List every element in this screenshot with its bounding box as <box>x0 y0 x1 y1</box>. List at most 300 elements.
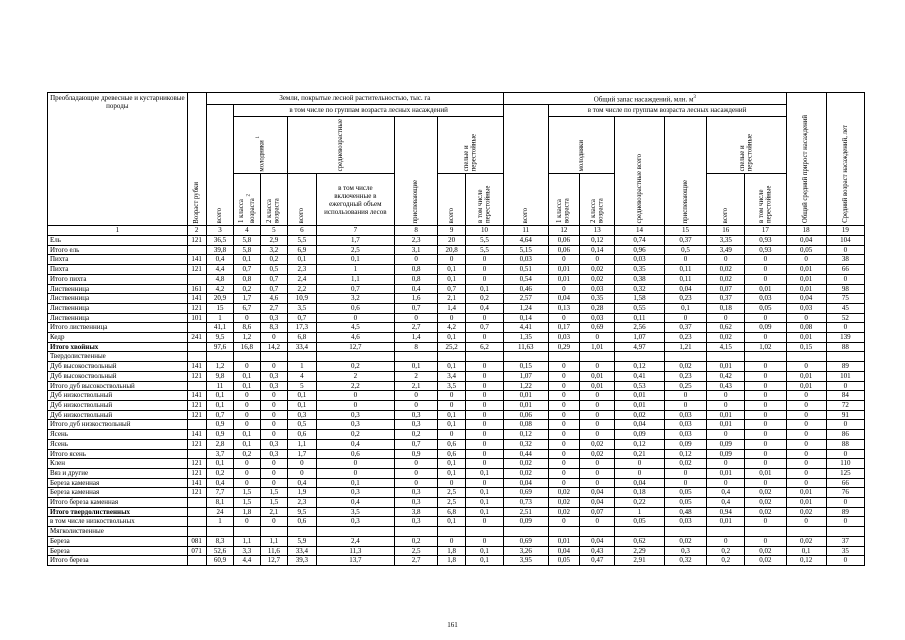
felling-age: 141 <box>187 255 206 265</box>
felling-age: 121 <box>187 439 206 449</box>
column-number: 5 <box>260 226 288 236</box>
table-cell <box>615 352 665 362</box>
table-cell: 0 <box>394 401 437 411</box>
table-cell: 0 <box>260 410 288 420</box>
table-cell: 2,5 <box>438 488 466 498</box>
table-cell: 104 <box>826 236 864 246</box>
table-cell: 0,43 <box>580 546 615 556</box>
table-cell: 3,5 <box>288 303 317 313</box>
table-cell: 0,1 <box>465 284 503 294</box>
table-cell: 1,1 <box>316 274 394 284</box>
table-cell: 0 <box>745 255 786 265</box>
table-cell: 0,3 <box>316 420 394 430</box>
species-name: Кедр <box>48 333 188 343</box>
table-cell: 0,01 <box>786 488 826 498</box>
table-cell: 0 <box>394 468 437 478</box>
table-cell <box>260 352 288 362</box>
table-cell: 0,93 <box>745 236 786 246</box>
table-cell: 0 <box>465 410 503 420</box>
table-cell: 89 <box>826 507 864 517</box>
table-cell: 0,2 <box>206 468 234 478</box>
table-cell: 0,93 <box>745 245 786 255</box>
table-cell: 0,02 <box>580 265 615 275</box>
table-cell: 1,4 <box>394 333 437 343</box>
table-row <box>48 517 865 527</box>
table-cell: 0,3 <box>394 410 437 420</box>
table-cell: 0,04 <box>580 488 615 498</box>
table-cell: 0,09 <box>504 517 548 527</box>
forest-fund-table-page <box>47 92 865 566</box>
table-cell: 0 <box>786 313 826 323</box>
table-cell: 0,4 <box>707 498 745 508</box>
table-cell: 0,69 <box>504 536 548 546</box>
table-cell: 0,46 <box>504 284 548 294</box>
table-cell: 0,1 <box>465 556 503 566</box>
felling-age: 141 <box>187 430 206 440</box>
table-cell: 0 <box>707 478 745 488</box>
table-cell: 0,09 <box>664 439 706 449</box>
table-cell: 0,25 <box>664 381 706 391</box>
table-cell: 1,9 <box>288 488 317 498</box>
table-cell: 0 <box>615 459 665 469</box>
felling-age: 081 <box>187 536 206 546</box>
table-cell <box>745 352 786 362</box>
table-cell: 0,3 <box>316 517 394 527</box>
table-cell: 0,1 <box>206 391 234 401</box>
table-cell: 0,05 <box>786 245 826 255</box>
table-cell: 12,7 <box>316 342 394 352</box>
table-cell: 0,01 <box>707 517 745 527</box>
table-cell: 4,8 <box>206 274 234 284</box>
table-cell: 0 <box>786 430 826 440</box>
table-cell: 0,9 <box>206 420 234 430</box>
table-cell: 0 <box>316 459 394 469</box>
table-cell: 2,3 <box>394 236 437 246</box>
species-name: Итого береза <box>48 556 188 566</box>
table-cell: 60,9 <box>206 556 234 566</box>
table-row <box>48 255 865 265</box>
species-name: Клен <box>48 459 188 469</box>
mid-aged-header: средневозрастные <box>288 117 395 174</box>
table-cell: 0,42 <box>707 371 745 381</box>
table-cell: 4,6 <box>260 294 288 304</box>
table-cell: 0,02 <box>548 488 580 498</box>
table-row <box>48 459 865 469</box>
table-cell: 0,04 <box>615 420 665 430</box>
table-cell: 0,4 <box>206 255 234 265</box>
table-cell: 98 <box>826 284 864 294</box>
table-cell <box>206 352 234 362</box>
table-cell: 0,1 <box>438 410 466 420</box>
table-cell: 0,28 <box>580 303 615 313</box>
column-number: 11 <box>504 226 548 236</box>
table-cell: 0 <box>548 255 580 265</box>
table-cell: 3,49 <box>707 245 745 255</box>
table-cell: 2 <box>316 371 394 381</box>
felling-age <box>187 274 206 284</box>
table-cell: 0 <box>580 401 615 411</box>
felling-age <box>187 342 206 352</box>
table-cell: 0,2 <box>316 430 394 440</box>
table-cell: 0 <box>664 313 706 323</box>
table-cell <box>745 527 786 537</box>
table-cell: 0 <box>260 401 288 411</box>
table-cell: 0 <box>438 401 466 411</box>
table-cell: 0 <box>438 478 466 488</box>
table-cell: 1 <box>206 517 234 527</box>
table-cell: 0 <box>580 517 615 527</box>
table-cell: 0 <box>465 371 503 381</box>
stock-class1-header: 1 класса возраста <box>548 174 580 226</box>
table-cell: 0,5 <box>288 420 317 430</box>
table-cell <box>504 527 548 537</box>
table-cell: 0,01 <box>786 371 826 381</box>
felling-age-header: Возраст рубки <box>187 93 206 226</box>
table-cell: 0,35 <box>615 265 665 275</box>
table-cell: 0 <box>465 449 503 459</box>
table-cell: 0,17 <box>548 323 580 333</box>
table-cell: 0 <box>548 517 580 527</box>
table-cell: 20 <box>438 236 466 246</box>
species-name: Итого дуб высокоствольный <box>48 381 188 391</box>
table-cell: 0 <box>786 401 826 411</box>
table-cell: 0,43 <box>707 381 745 391</box>
table-cell: 0,02 <box>504 468 548 478</box>
table-cell: 0 <box>548 468 580 478</box>
table-cell <box>394 352 437 362</box>
table-cell: 0,13 <box>548 303 580 313</box>
table-cell: 5,8 <box>234 236 260 246</box>
table-cell: 0 <box>394 391 437 401</box>
table-cell: 0,12 <box>504 430 548 440</box>
table-cell: 97,6 <box>206 342 234 352</box>
table-cell: 1,2 <box>234 333 260 343</box>
table-cell: 0,4 <box>465 303 503 313</box>
table-cell: 4,6 <box>316 333 394 343</box>
table-cell: 0,74 <box>615 236 665 246</box>
table-cell: 2,5 <box>394 546 437 556</box>
table-cell: 89 <box>826 362 864 372</box>
table-cell: 0,05 <box>664 488 706 498</box>
stock-mature-total-header: всего <box>707 174 745 226</box>
table-cell: 0 <box>826 517 864 527</box>
table-cell: 0,01 <box>786 333 826 343</box>
table-cell: 0 <box>260 391 288 401</box>
species-name: Лиственница <box>48 303 188 313</box>
table-cell: 0 <box>316 401 394 411</box>
table-cell: 0 <box>234 313 260 323</box>
table-cell: 0 <box>745 430 786 440</box>
table-cell: 0,03 <box>615 255 665 265</box>
table-cell: 88 <box>826 342 864 352</box>
felling-age <box>187 381 206 391</box>
table-cell: 0,4 <box>288 478 317 488</box>
table-cell: 0 <box>465 430 503 440</box>
table-cell: 15 <box>206 303 234 313</box>
species-header: Преобладающие древесные и кустарниковые породы <box>48 93 188 226</box>
table-cell: 0 <box>786 362 826 372</box>
table-cell: 1,1 <box>288 439 317 449</box>
table-cell: 0,14 <box>504 313 548 323</box>
table-cell <box>206 527 234 537</box>
table-cell <box>548 527 580 537</box>
table-cell: 0,1 <box>438 468 466 478</box>
felling-age: 141 <box>187 294 206 304</box>
table-cell: 0,02 <box>707 265 745 275</box>
table-cell: 0 <box>548 313 580 323</box>
stock-groups-header: в том числе по группам возраста лесных насаждений <box>548 105 786 117</box>
table-cell: 0,1 <box>465 468 503 478</box>
table-cell: 0,1 <box>288 255 317 265</box>
table-cell: 1,5 <box>260 488 288 498</box>
table-cell: 0 <box>260 430 288 440</box>
table-row <box>48 507 865 517</box>
table-cell: 4,4 <box>206 265 234 275</box>
table-cell: 0,02 <box>707 333 745 343</box>
table-cell: 0,22 <box>615 498 665 508</box>
table-row <box>48 245 865 255</box>
table-cell: 0,55 <box>615 303 665 313</box>
table-cell: 0,03 <box>664 517 706 527</box>
table-cell: 0,96 <box>615 245 665 255</box>
table-cell: 0,15 <box>504 362 548 372</box>
mature-total-header: всего <box>438 174 466 226</box>
table-cell: 0 <box>260 517 288 527</box>
table-cell: 2,1 <box>438 294 466 304</box>
species-name: Береза каменная <box>48 478 188 488</box>
table-cell: 0,6 <box>288 517 317 527</box>
table-cell: 0 <box>664 478 706 488</box>
table-cell: 0 <box>234 410 260 420</box>
table-cell: 0,1 <box>465 507 503 517</box>
table-cell: 0,51 <box>504 265 548 275</box>
table-cell: 0 <box>465 401 503 411</box>
felling-age: 121 <box>187 303 206 313</box>
table-cell: 0 <box>786 478 826 488</box>
table-cell: 9,8 <box>206 371 234 381</box>
table-cell: 2,5 <box>316 245 394 255</box>
table-cell: 0,11 <box>664 265 706 275</box>
species-name: Дуб низкоствольный <box>48 391 188 401</box>
table-cell: 17,3 <box>288 323 317 333</box>
table-cell: 66 <box>826 265 864 275</box>
table-cell: 1 <box>615 507 665 517</box>
table-cell: 2,8 <box>206 439 234 449</box>
table-cell: 0 <box>786 468 826 478</box>
table-cell: 8,1 <box>206 498 234 508</box>
table-cell: 0,02 <box>580 439 615 449</box>
table-cell: 0,1 <box>438 265 466 275</box>
table-cell: 0,9 <box>206 430 234 440</box>
table-cell <box>707 352 745 362</box>
table-cell: 1,07 <box>504 371 548 381</box>
table-cell: 0 <box>465 333 503 343</box>
table-cell <box>615 527 665 537</box>
table-cell: 0 <box>664 468 706 478</box>
table-cell: 1 <box>288 362 317 372</box>
table-cell: 1 <box>206 313 234 323</box>
table-row <box>48 381 865 391</box>
table-cell: 1,24 <box>504 303 548 313</box>
table-cell <box>580 352 615 362</box>
table-row <box>48 468 865 478</box>
table-row <box>48 546 865 556</box>
table-cell: 0,4 <box>394 284 437 294</box>
table-cell: 0 <box>234 468 260 478</box>
table-cell: 0 <box>260 459 288 469</box>
felling-age: 121 <box>187 236 206 246</box>
felling-age <box>187 498 206 508</box>
table-cell: 0,05 <box>664 498 706 508</box>
table-cell: 0,1 <box>438 274 466 284</box>
table-cell: 0 <box>745 478 786 488</box>
table-cell: 6,8 <box>288 333 317 343</box>
table-cell: 0 <box>465 362 503 372</box>
table-cell: 0,2 <box>316 362 394 372</box>
table-cell: 0,2 <box>394 430 437 440</box>
species-name: Ясень <box>48 439 188 449</box>
felling-age: 121 <box>187 459 206 469</box>
column-number: 1 <box>48 226 188 236</box>
table-cell: 0,12 <box>580 236 615 246</box>
column-number: 14 <box>615 226 665 236</box>
table-cell: 0,06 <box>504 410 548 420</box>
table-cell: 8,3 <box>206 536 234 546</box>
table-cell: 0 <box>826 245 864 255</box>
table-cell: 0,2 <box>707 556 745 566</box>
table-cell: 0,01 <box>707 420 745 430</box>
table-cell: 0,8 <box>234 274 260 284</box>
table-cell <box>580 527 615 537</box>
table-cell: 0,04 <box>615 478 665 488</box>
table-cell: 0 <box>745 362 786 372</box>
table-cell: 20,9 <box>206 294 234 304</box>
column-number: 19 <box>826 226 864 236</box>
table-cell: 0 <box>316 468 394 478</box>
table-cell: 0,02 <box>615 410 665 420</box>
table-cell <box>394 527 437 537</box>
table-cell: 0,23 <box>664 294 706 304</box>
table-cell: 1,7 <box>288 449 317 459</box>
table-cell: 0 <box>438 391 466 401</box>
table-cell: 0,32 <box>504 439 548 449</box>
column-number: 9 <box>438 226 466 236</box>
table-cell <box>234 352 260 362</box>
table-cell: 0 <box>745 265 786 275</box>
table-cell: 0,1 <box>438 517 466 527</box>
table-cell: 0,3 <box>288 410 317 420</box>
table-cell: 2,4 <box>316 536 394 546</box>
table-cell: 9,5 <box>288 507 317 517</box>
species-name: в том числе низкоствольных <box>48 517 188 527</box>
table-cell: 0 <box>580 478 615 488</box>
table-cell: 0,3 <box>316 488 394 498</box>
table-cell: 0,3 <box>316 410 394 420</box>
table-cell: 0 <box>580 255 615 265</box>
table-cell: 0,7 <box>206 410 234 420</box>
table-cell: 0,01 <box>548 265 580 275</box>
column-number: 16 <box>707 226 745 236</box>
table-cell <box>707 527 745 537</box>
column-number: 12 <box>548 226 580 236</box>
table-cell: 2,7 <box>260 303 288 313</box>
species-name: Итого дуб низкоствольный <box>48 420 188 430</box>
table-cell: 0,01 <box>786 381 826 391</box>
column-number: 18 <box>786 226 826 236</box>
table-cell: 0 <box>745 333 786 343</box>
table-cell: 0,9 <box>394 449 437 459</box>
table-cell: 0 <box>394 255 437 265</box>
table-cell: 33,4 <box>288 342 317 352</box>
table-cell: 0,01 <box>707 468 745 478</box>
table-cell: 0 <box>745 439 786 449</box>
table-cell: 1,8 <box>438 556 466 566</box>
table-cell: 76 <box>826 488 864 498</box>
table-cell: 0,04 <box>580 536 615 546</box>
table-cell: 0,01 <box>504 401 548 411</box>
species-name: Мягколиственные <box>48 527 188 537</box>
table-cell: 0 <box>745 401 786 411</box>
table-cell: 0 <box>234 362 260 372</box>
table-cell <box>260 527 288 537</box>
table-cell: 0,08 <box>786 323 826 333</box>
table-cell: 0,1 <box>234 430 260 440</box>
table-cell: 0,2 <box>234 449 260 459</box>
table-cell: 1,6 <box>394 294 437 304</box>
table-cell: 4,2 <box>206 284 234 294</box>
table-cell: 0,1 <box>438 420 466 430</box>
column-number: 2 <box>187 226 206 236</box>
table-cell: 0 <box>316 313 394 323</box>
table-cell: 0 <box>826 323 864 333</box>
table-cell: 0 <box>548 430 580 440</box>
species-name: Дуб высокоствольный <box>48 362 188 372</box>
table-cell: 0 <box>548 381 580 391</box>
table-cell: 0 <box>465 265 503 275</box>
table-cell: 0 <box>234 420 260 430</box>
table-cell: 0 <box>288 468 317 478</box>
column-number: 8 <box>394 226 437 236</box>
table-cell: 0,4 <box>707 488 745 498</box>
table-row <box>48 284 865 294</box>
table-cell: 33,4 <box>288 546 317 556</box>
table-cell: 0,6 <box>316 449 394 459</box>
table-cell: 0 <box>580 459 615 469</box>
table-cell: 10,9 <box>288 294 317 304</box>
table-cell: 0,04 <box>786 294 826 304</box>
table-cell: 0,03 <box>580 313 615 323</box>
table-cell: 2,57 <box>504 294 548 304</box>
table-cell: 0 <box>786 459 826 469</box>
table-cell: 0 <box>316 391 394 401</box>
species-name: Пихта <box>48 265 188 275</box>
table-cell: 0 <box>548 401 580 411</box>
table-cell: 11,3 <box>316 546 394 556</box>
table-cell: 0 <box>234 401 260 411</box>
table-cell: 0,01 <box>580 371 615 381</box>
stock-total-header: всего <box>504 105 548 226</box>
table-cell: 1,1 <box>234 536 260 546</box>
young-header: молодняки $^1$ <box>234 117 288 174</box>
table-cell: 0,03 <box>548 333 580 343</box>
felling-age: 071 <box>187 546 206 556</box>
table-cell: 35 <box>826 546 864 556</box>
felling-age: 121 <box>187 410 206 420</box>
table-cell: 2,4 <box>288 274 317 284</box>
table-row <box>48 536 865 546</box>
species-name: Итого твердолиственных <box>48 507 188 517</box>
table-cell: 3,5 <box>438 381 466 391</box>
